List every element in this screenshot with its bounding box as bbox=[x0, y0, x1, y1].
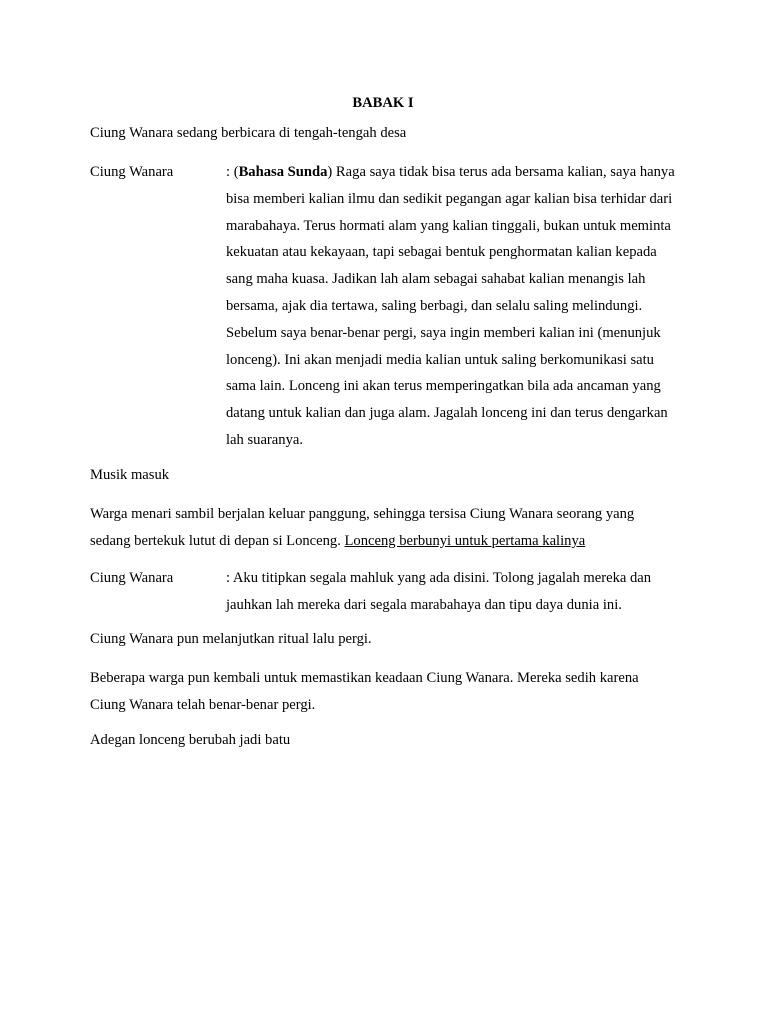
page-title: BABAK I bbox=[352, 95, 414, 111]
stage-direction-warga bbox=[90, 501, 676, 555]
dialog-speech: : Aku titipkan segala mahluk yang ada disini. Tolong jagalah mereka dan jauhkan lah mereka dari segala marabahaya dan tipu daya dunia ini. bbox=[226, 569, 652, 613]
dialog-speaker: Ciung Wanara bbox=[90, 569, 174, 586]
dialog-block-1 bbox=[90, 159, 676, 454]
dialog-speech bbox=[226, 159, 676, 454]
speech-text: ) Raga saya tidak bisa terus ada bersama kalian, saya hanya bisa memberi kalian ilmu dan sedikit pegangan agar kalian bisa terhidar dari marabahaya. Terus hormati alam yang kalian tinggali, bukan untuk meminta kekuatan atau kekayaan, tapi sebagai bentuk penghormatan kalian kepada sang maha kuasa. Jadikan lah alam sebagai sahabat kalian menangis lah bersama, ajak dia tertawa, saling berbagi, dan selalu saling melindungi. Sebelum saya benar-benar pergi, saya ingin memberi kalian ini (menunjuk lonceng). Ini akan menjadi media kalian untuk saling berkomunikasi satu sama lain. Lonceng ini akan terus memperingatkan bila ada ancaman yang datang untuk kalian dan juga alam. Jagalah lonceng ini dan terus dengarkan lah suaranya. bbox=[226, 164, 675, 448]
bell-rings-note: Lonceng berbunyi untuk pertama kalinya bbox=[344, 532, 586, 549]
stage-direction-intro: Ciung Wanara sedang berbicara di tengah-tengah desa bbox=[90, 125, 407, 141]
stage-direction-ritual: Ciung Wanara pun melanjutkan ritual lalu pergi. bbox=[90, 631, 372, 648]
document-page bbox=[90, 92, 676, 766]
dialog-block-2 bbox=[90, 565, 676, 619]
stage-direction-scene: Adegan lonceng berubah jadi batu bbox=[90, 732, 291, 749]
language-note: Bahasa Sunda bbox=[238, 164, 328, 180]
stage-direction-music: Musik masuk bbox=[90, 466, 170, 483]
stage-direction-return: Beberapa warga pun kembali untuk memastikan keadaan Ciung Wanara. Mereka sedih karena Ciung Wanara telah benar-benar pergi. bbox=[90, 670, 639, 714]
speech-prefix: : ( bbox=[226, 164, 239, 180]
dialog-speaker: Ciung Wanara bbox=[90, 164, 174, 180]
warga-text: Warga menari sambil berjalan keluar panggung, sehingga tersisa Ciung Wanara seorang yang sedang bertekuk lutut di depan si Lonceng. bbox=[90, 505, 635, 549]
